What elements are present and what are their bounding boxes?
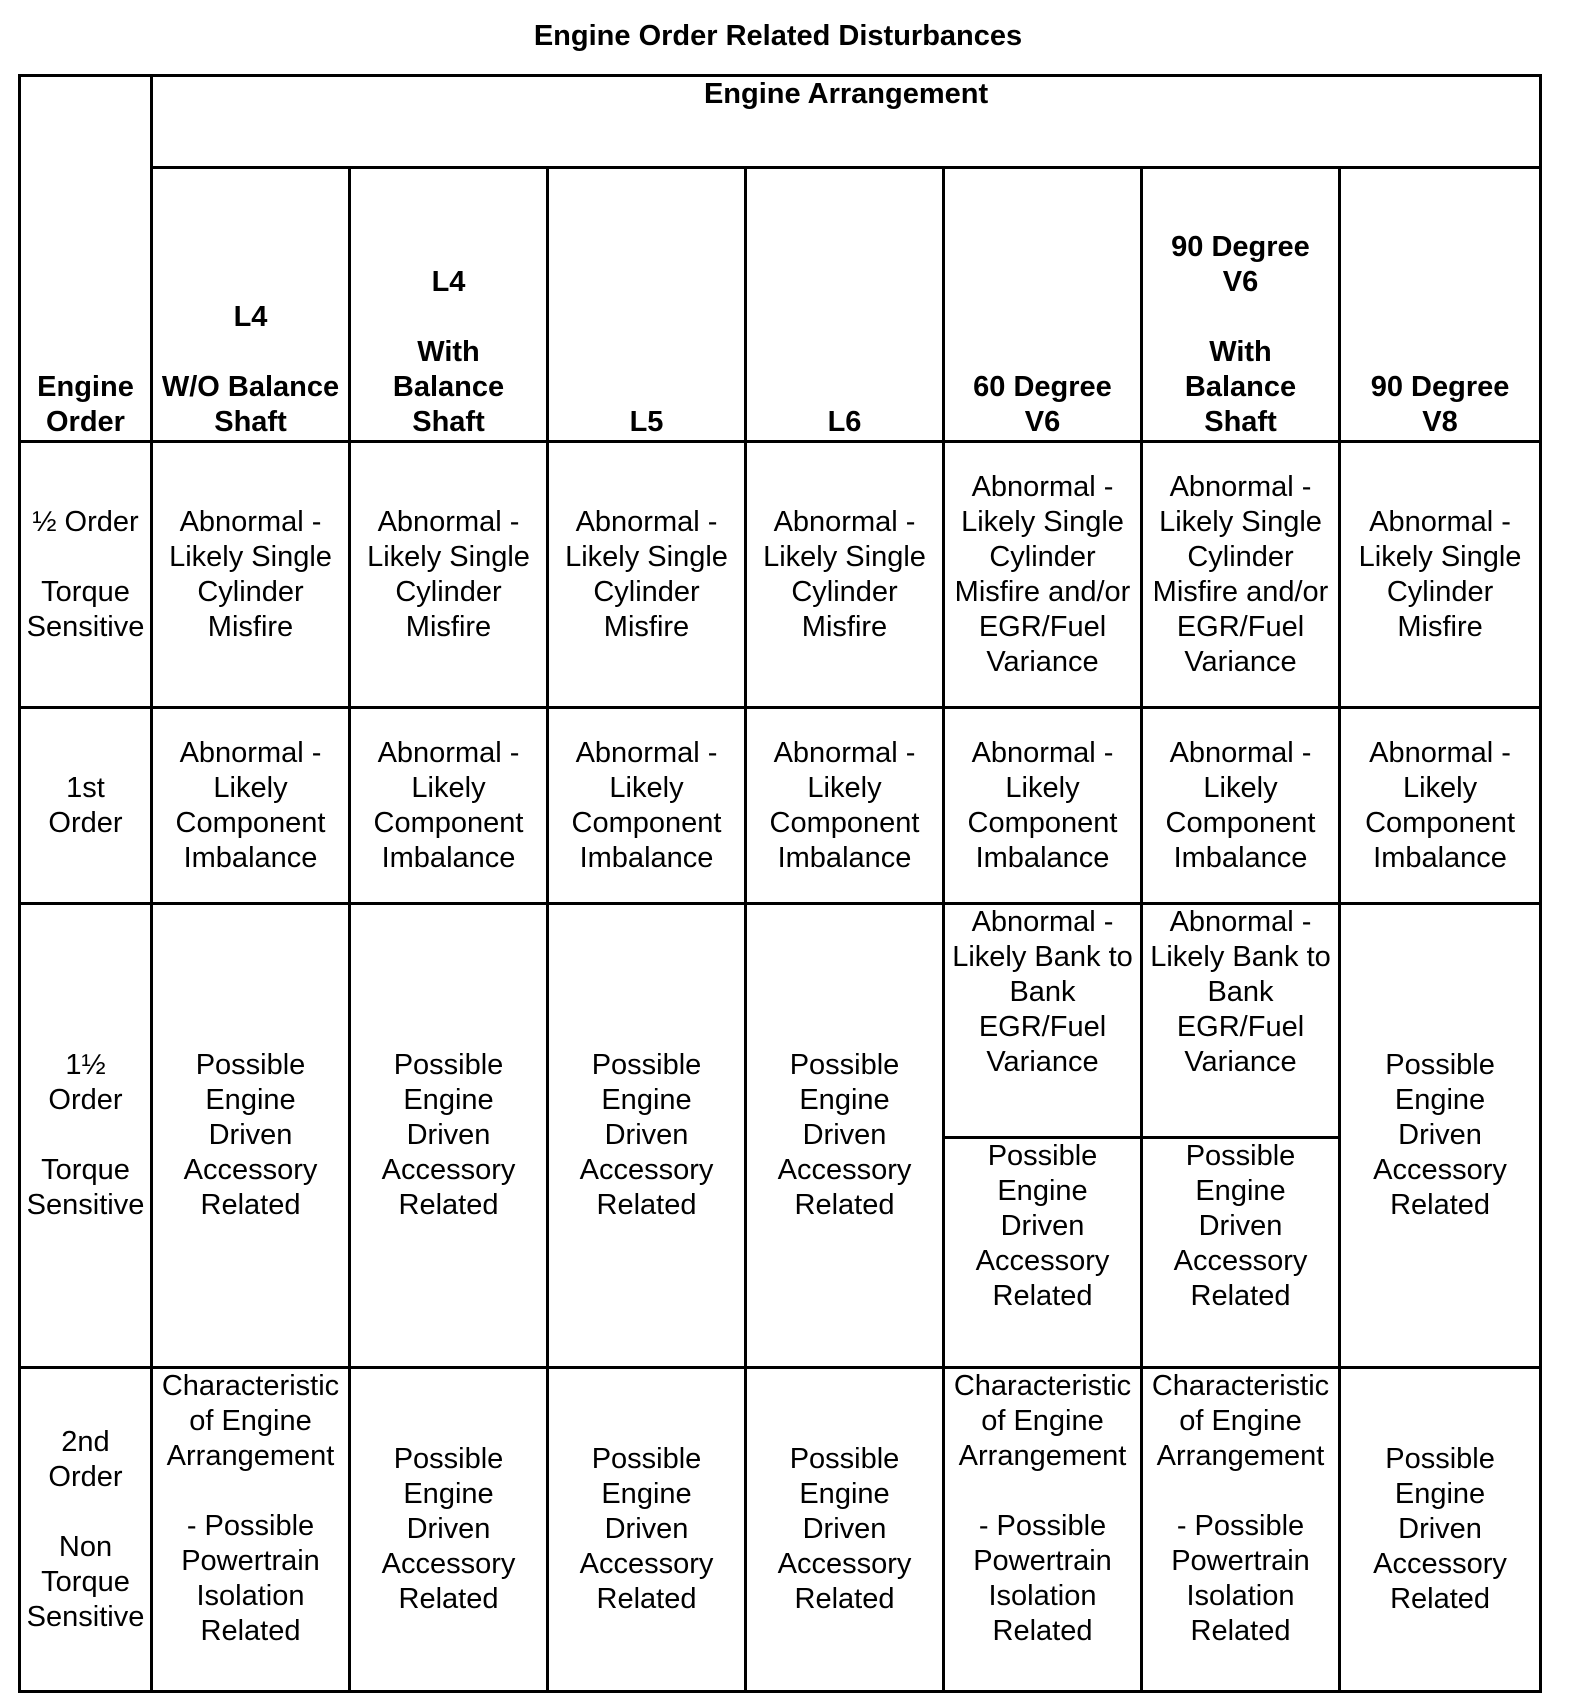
table-cell: Possible Engine Driven Accessory Related bbox=[1340, 904, 1541, 1368]
table-cell: Possible Engine Driven Accessory Related bbox=[1340, 1368, 1541, 1692]
table-cell: Abnormal - Likely Single Cylinder Misfire and/or EGR/Fuel Variance bbox=[1142, 442, 1340, 708]
table-cell: Abnormal - Likely Single Cylinder Misfire bbox=[548, 442, 746, 708]
table-cell: Possible Engine Driven Accessory Related bbox=[548, 1368, 746, 1692]
table-cell: Abnormal - Likely Bank to Bank EGR/Fuel Variance bbox=[1142, 904, 1340, 1138]
row-label-half-order: ½ Order Torque Sensitive bbox=[20, 442, 152, 708]
table-cell: Possible Engine Driven Accessory Related bbox=[1142, 1138, 1340, 1368]
page-title: Engine Order Related Disturbances bbox=[533, 20, 1023, 52]
table-cell: Abnormal - Likely Component Imbalance bbox=[152, 708, 350, 904]
table-cell: Abnormal - Likely Single Cylinder Misfire bbox=[350, 442, 548, 708]
table-cell: Characteristic of Engine Arrangement - Possible Powertrain Isolation Related bbox=[944, 1368, 1142, 1692]
column-header-l5: L5 bbox=[548, 168, 746, 442]
engine-order-header: Engine Order bbox=[20, 76, 152, 442]
table-cell: Abnormal - Likely Single Cylinder Misfire bbox=[746, 442, 944, 708]
table-cell: Abnormal - Likely Component Imbalance bbox=[1340, 708, 1541, 904]
column-header-row bbox=[20, 168, 1541, 442]
table-cell: Abnormal - Likely Single Cylinder Misfire bbox=[1340, 442, 1541, 708]
column-header-l4-without-balance-shaft: L4 W/O Balance Shaft bbox=[152, 168, 350, 442]
table-cell: Possible Engine Driven Accessory Related bbox=[548, 904, 746, 1368]
table-header-row bbox=[20, 76, 1541, 168]
table-cell: Characteristic of Engine Arrangement - Possible Powertrain Isolation Related bbox=[1142, 1368, 1340, 1692]
table-cell: Abnormal - Likely Component Imbalance bbox=[1142, 708, 1340, 904]
row-label-second-order: 2nd Order Non Torque Sensitive bbox=[20, 1368, 152, 1692]
table-cell: Abnormal - Likely Single Cylinder Misfire and/or EGR/Fuel Variance bbox=[944, 442, 1142, 708]
row-label-one-and-half-order: 1½ Order Torque Sensitive bbox=[20, 904, 152, 1368]
column-header-90-degree-v6: 90 Degree V6 With Balance Shaft bbox=[1142, 168, 1340, 442]
table-cell: Abnormal - Likely Component Imbalance bbox=[350, 708, 548, 904]
column-header-l6: L6 bbox=[746, 168, 944, 442]
column-header-l4-with-balance-shaft: L4 With Balance Shaft bbox=[350, 168, 548, 442]
table-row bbox=[20, 904, 1541, 1138]
table-cell: Possible Engine Driven Accessory Related bbox=[350, 904, 548, 1368]
table-cell: Abnormal - Likely Component Imbalance bbox=[746, 708, 944, 904]
table-cell: Characteristic of Engine Arrangement - Possible Powertrain Isolation Related bbox=[152, 1368, 350, 1692]
table-cell: Possible Engine Driven Accessory Related bbox=[944, 1138, 1142, 1368]
table-cell: Abnormal - Likely Component Imbalance bbox=[548, 708, 746, 904]
table-cell: Possible Engine Driven Accessory Related bbox=[746, 1368, 944, 1692]
table-cell: Abnormal - Likely Component Imbalance bbox=[944, 708, 1142, 904]
row-label-first-order: 1st Order bbox=[20, 708, 152, 904]
table-cell: Abnormal - Likely Bank to Bank EGR/Fuel Variance bbox=[944, 904, 1142, 1138]
engine-order-table bbox=[18, 74, 1542, 1693]
table-cell: Possible Engine Driven Accessory Related bbox=[152, 904, 350, 1368]
engine-arrangement-header: Engine Arrangement bbox=[152, 76, 1541, 168]
table-row bbox=[20, 1368, 1541, 1692]
column-header-60-degree-v6: 60 Degree V6 bbox=[944, 168, 1142, 442]
column-header-90-degree-v8: 90 Degree V8 bbox=[1340, 168, 1541, 442]
table-cell: Possible Engine Driven Accessory Related bbox=[746, 904, 944, 1368]
table-cell: Possible Engine Driven Accessory Related bbox=[350, 1368, 548, 1692]
table-cell: Abnormal - Likely Single Cylinder Misfire bbox=[152, 442, 350, 708]
table-row bbox=[20, 442, 1541, 708]
table-row bbox=[20, 708, 1541, 904]
